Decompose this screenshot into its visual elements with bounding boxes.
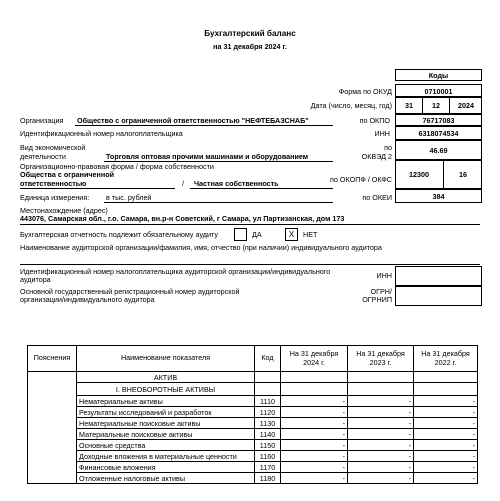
ownership-value: Частная собственность: [194, 179, 279, 188]
audit-yes-checkbox[interactable]: [234, 228, 247, 241]
legal-form-slash: /: [182, 179, 184, 188]
subsection-title: I. ВНЕОБОРОТНЫЕ АКТИВЫ: [77, 383, 255, 396]
header-name: Наименование показателя: [77, 346, 255, 372]
okved-value: 46.69: [429, 146, 448, 155]
table-row: Отложенные налоговые активы 1180 - - -: [28, 473, 478, 484]
audit-mandatory-label: Бухгалтерская отчетность подлежит обязательному аудиту: [20, 230, 218, 239]
okopf-value: 12300: [409, 170, 429, 179]
report-date-line: на 31 декабря 2024 г.: [213, 42, 287, 51]
inn-code-label: ИНН: [374, 129, 390, 138]
org-label: Организация: [20, 116, 64, 125]
auditor-name-label: Наименование аудиторской организации/фамилия, имя, отчество (при наличии) индивидуального аудитора: [20, 243, 382, 252]
notes-cell: [28, 372, 77, 484]
codes-header: Коды: [428, 71, 449, 80]
unit-value: в тыс. рублей: [106, 193, 152, 202]
okei-value: 384: [432, 192, 445, 201]
okved-label-2: ОКВЭД 2: [361, 152, 392, 161]
table-row: Финансовые вложения 1170 - - -: [28, 462, 478, 473]
header-notes: Пояснения: [28, 346, 77, 372]
table-row: Основные средства 1150 - - -: [28, 440, 478, 451]
section-title: АКТИВ: [77, 372, 255, 383]
date-day: 31: [405, 101, 413, 110]
okopf-label: по ОКОПФ / ОКФС: [330, 175, 392, 184]
auditor-inn-cell: [395, 266, 482, 286]
auditor-inn-label-2: аудитора: [20, 275, 51, 284]
table-row: Результаты исследований и разработок 1120 - - -: [28, 407, 478, 418]
org-name: Общество с ограниченной ответственностью "НЕФТЕБАЗСНАБ": [77, 116, 309, 125]
okved-label-1: по: [384, 143, 392, 152]
okpo-cell: [395, 114, 482, 126]
okpo-value: 76717083: [422, 116, 455, 125]
date-year: 2024: [458, 101, 474, 110]
inn-label: Идентификационный номер налогоплательщика: [20, 129, 183, 138]
balance-table: [27, 345, 478, 484]
audit-no-label: НЕТ: [303, 230, 318, 239]
legal-form-1: Общества с ограниченной: [20, 170, 115, 179]
auditor-ogrn-label-1: Основной государственный регистрационный номер аудиторской: [20, 287, 240, 296]
activity-label-2: деятельности: [20, 152, 66, 161]
date-month: 12: [432, 101, 440, 110]
legal-form-label: Организационно-правовая форма / форма собственности: [20, 162, 214, 171]
inn-cell: [395, 126, 482, 140]
header-2022: На 31 декабря 2022 г.: [414, 346, 478, 372]
audit-yes-label: ДА: [252, 230, 262, 239]
audit-no-checkbox[interactable]: X: [285, 228, 298, 241]
auditor-ogrn-label-2: организации/индивидуального аудитора: [20, 295, 155, 304]
codes-header-cell: [395, 69, 482, 81]
okud-value: 0710001: [424, 86, 453, 96]
activity-value: Торговля оптовая прочими машинами и оборудованием: [106, 152, 309, 161]
inn-value: 6318074534: [418, 129, 459, 138]
auditor-ogrn-code-2: ОГРНИП: [362, 295, 392, 304]
okei-cell: [395, 189, 482, 203]
okved-cell: [395, 140, 482, 160]
table-row: Доходные вложения в материальные ценности 1160 - - -: [28, 451, 478, 462]
table-row: Нематериальные активы 1110 - - -: [28, 396, 478, 407]
header-2023: На 31 декабря 2023 г.: [348, 346, 414, 372]
location-label: Местонахождение (адрес): [20, 206, 108, 215]
table-row: Материальные поисковые активы 1140 - - -: [28, 429, 478, 440]
okfs-value: 16: [459, 170, 467, 179]
auditor-inn-code: ИНН: [376, 271, 392, 280]
page-title: Бухгалтерский баланс: [204, 29, 296, 38]
activity-label-1: Вид экономической: [20, 143, 86, 152]
unit-label: Единица измерения:: [20, 193, 90, 202]
auditor-inn-label-1: Идентификационный номер налогоплательщика аудиторской организации/индивидуального: [20, 267, 331, 276]
header-code: Код: [255, 346, 281, 372]
okpo-label: по ОКПО: [359, 116, 390, 125]
auditor-ogrn-cell: [395, 286, 482, 306]
header-2024: На 31 декабря 2024 г.: [281, 346, 348, 372]
okei-label: по ОКЕИ: [362, 193, 392, 202]
okud-label: Форма по ОКУД: [338, 87, 392, 96]
legal-form-2: ответственностью: [20, 179, 87, 188]
auditor-ogrn-code-1: ОГРН/: [370, 287, 392, 296]
okud-cell: [395, 84, 482, 97]
table-row: Нематериальные поисковые активы 1130 - - -: [28, 418, 478, 429]
address-value: 443076, Самарская обл., г.о. Самара, вн.р-н Советский, г Самара, ул Партизанская, дом 173: [20, 214, 345, 223]
date-label: Дата (число, месяц, год): [310, 101, 392, 110]
